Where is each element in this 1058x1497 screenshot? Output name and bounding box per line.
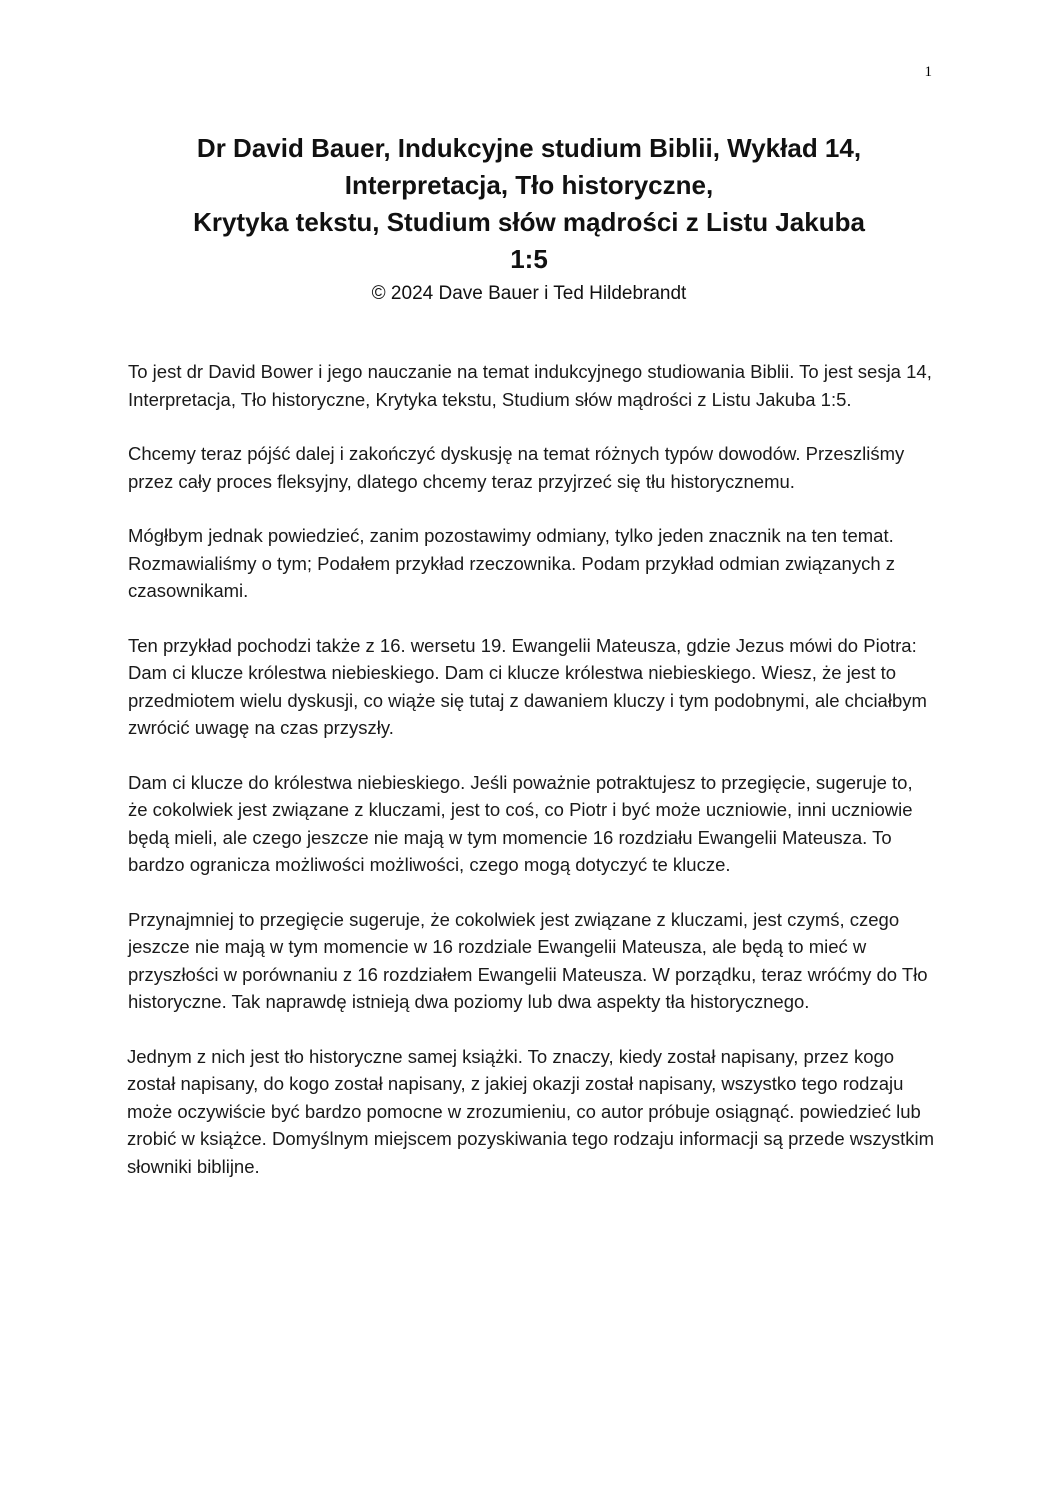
page-number: 1	[924, 64, 932, 80]
title-line-1: Dr David Bauer, Indukcyjne studium Biblii, Wykład 14,	[196, 133, 862, 163]
title-line-2: Interpretacja, Tło historyczne,	[344, 170, 714, 200]
paragraph-4: Ten przykład pochodzi także z 16. wersetu 19. Ewangelii Mateusza, gdzie Jezus mówi do Piotra: Dam ci klucze królestwa niebieskiego. Dam ci klucze królestwa niebieskiego. Wiesz, że jest to przedmiotem wielu dyskusji, co wiąże się tutaj z dawaniem kluczy i tym podobnymi, ale chciałbym zwrócić uwagę na czas przyszły.	[128, 634, 927, 738]
paragraph-1: To jest dr David Bower i jego nauczanie na temat indukcyjnego studiowania Biblii. To jest sesja 14, Interpretacja, Tło historyczne, Krytyka tekstu, Studium słów mądrości z Listu Jakuba 1:5.	[128, 361, 932, 410]
copyright-line: © 2024 Dave Bauer i Ted Hildebrandt	[371, 283, 687, 304]
paragraph-5: Dam ci klucze do królestwa niebieskiego. Jeśli poważnie potraktujesz to przegięcie, sugeruje to, że cokolwiek jest związane z kluczami, jest to coś, co Piotr i być może uczniowie, inni uczniowie będą mieli, ale czego jeszcze nie mają w tym momencie 16 rozdziału Ewangelii Mateusza. To bardzo ogranicza możliwości możliwości, czego mogą dotyczyć te klucze.	[128, 771, 913, 875]
paragraph-7: Jednym z nich jest tło historyczne samej książki. To znaczy, kiedy został napisany, przez kogo został napisany, do kogo został napisany, z jakiej okazji został napisany, wszystko tego rodzaju może oczywiście być bardzo pomocne w zrozumieniu, co autor próbuje osiągnąć. powiedzieć lub zrobić w książce. Domyślnym miejscem pozyskiwania tego rodzaju informacji są przede wszystkim słowniki biblijne.	[127, 1045, 935, 1177]
document-body	[128, 358, 936, 1207]
paragraph-3: Mógłbym jednak powiedzieć, zanim pozostawimy odmiany, tylko jeden znacznik na ten temat. Rozmawialiśmy o tym; Podałem przykład rzeczownika. Podam przykład odmian związanych z czasownikami.	[128, 525, 896, 601]
title-line-3: Krytyka tekstu, Studium słów mądrości z Listu Jakuba	[193, 207, 865, 237]
document-title-block	[100, 130, 958, 308]
paragraph-2: Chcemy teraz pójść dalej i zakończyć dyskusję na temat różnych typów dowodów. Przeszliśmy przez cały proces fleksyjny, dlatego chcemy teraz przyjrzeć się tłu historycznemu.	[128, 443, 905, 492]
paragraph-6: Przynajmniej to przegięcie sugeruje, że cokolwiek jest związane z kluczami, jest czymś, czego jeszcze nie mają w tym momencie w 16 rozdziale Ewangelii Mateusza, ale będą to mieć w przyszłości w porównaniu z 16 rozdziałem Ewangelii Mateusza. W porządku, teraz wróćmy do Tło historyczne. Tak naprawdę istnieją dwa poziomy lub dwa aspekty tła historycznego.	[128, 908, 928, 1012]
title-line-4: 1:5	[510, 244, 548, 274]
